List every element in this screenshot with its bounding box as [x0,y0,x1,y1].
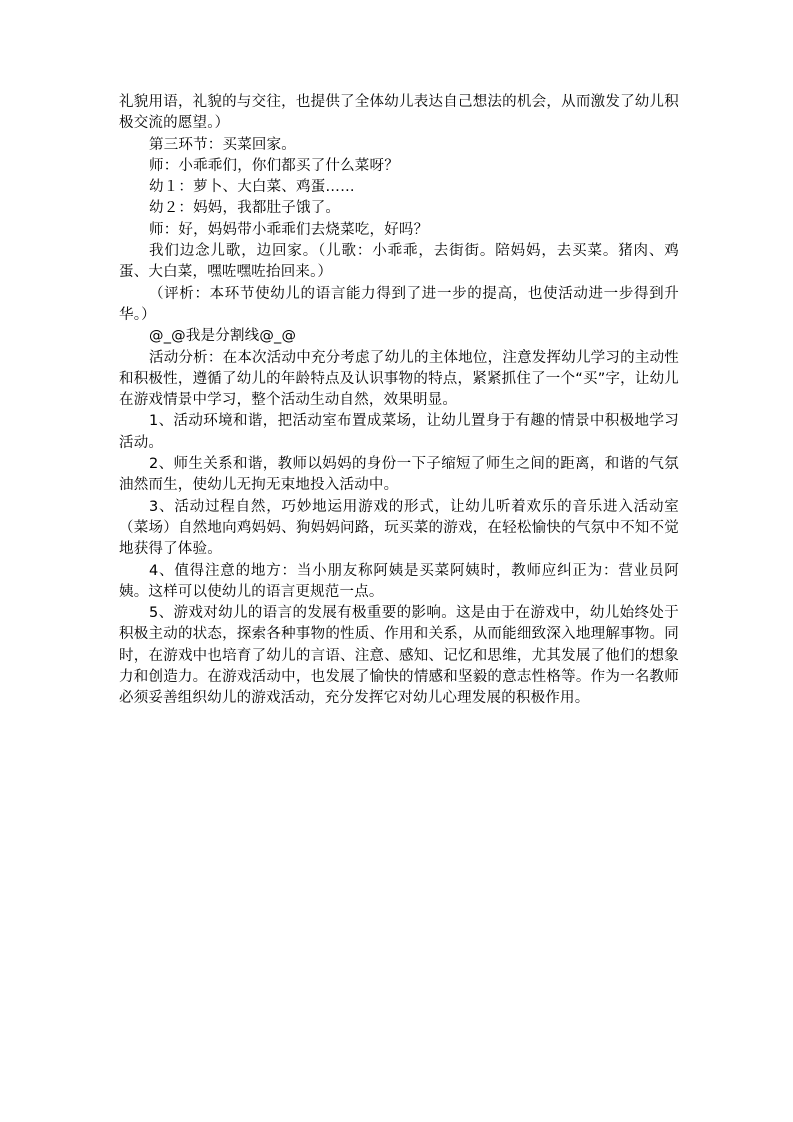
paragraph-nursery-rhyme: 我们边念儿歌，边回家。（儿歌：小乖乖，去街街。陪妈妈，去买菜。猪肉、鸡蛋、大白菜，嘿咗嘿咗抬回来。） [119,243,679,281]
section-heading-third-step: 第三环节：买菜回家。 [149,136,296,153]
divider-text: @_@我是分割线@_@ [149,328,297,345]
dialogue-teacher-reply: 师：好，妈妈带小乖乖们去烧菜吃，好吗？ [149,221,429,238]
list-item-point-3: 3、活动过程自然，巧妙地运用游戏的形式，让幼儿听着欢乐的音乐进入活动室（菜场）自然地向鸡妈妈、狗妈妈问路，玩买菜的游戏，在轻松愉快的气氛中不知不觉地获得了体验。 [119,498,679,558]
list-item-point-5: 5、游戏对幼儿的语言的发展有极重要的影响。这是由于在游戏中，幼儿始终处于积极主动的状态，探索各种事物的性质、作用和关系，从而能细致深入地理解事物。同时，在游戏中也培育了幼儿的言语、注意、感知、记忆和思维，尤其发展了他们的想象力和创造力。在游戏活动中，也发展了愉快的情感和坚毅的意志性格等。作为一名教师必须妥善组织幼儿的游戏活动，充分发挥它对幼儿心理发展的积极作用。 [119,605,679,707]
paragraph-activity-analysis: 活动分析：在本次活动中充分考虑了幼儿的主体地位，注意发挥幼儿学习的主动性和积极性，遵循了幼儿的年龄特点及认识事物的特点，紧紧抓住了一个“买”字，让幼儿在游戏情景中学习，整个活动生动自然，效果明显。 [119,349,679,409]
document-body [119,92,679,710]
list-item-point-1: 1、活动环境和谐，把活动室布置成菜场，让幼儿置身于有趣的情景中积极地学习活动。 [119,413,679,451]
paragraph-commentary: （评析：本环节使幼儿的语言能力得到了进一步的提高，也使活动进一步得到升华。） [119,285,679,323]
list-item-point-2: 2、师生关系和谐，教师以妈妈的身份一下子缩短了师生之间的距离，和谐的气氛油然而生，使幼儿无拘无束地投入活动中。 [119,456,679,494]
list-item-point-4: 4、值得注意的地方：当小朋友称阿姨是买菜阿姨时，教师应纠正为：营业员阿姨。这样可以使幼儿的语言更规范一点。 [119,562,679,600]
dialogue-child-2: 幼２：妈妈，我都肚子饿了。 [149,200,341,217]
paragraph-continuation: 礼貌用语，礼貌的与交往，也提供了全体幼儿表达自己想法的机会，从而激发了幼儿积极交流的愿望。） [119,94,679,132]
dialogue-teacher-question: 师：小乖乖们，你们都买了什么菜呀？ [149,157,399,174]
dialogue-child-1: 幼１：萝卜、大白菜、鸡蛋…… [149,179,355,196]
